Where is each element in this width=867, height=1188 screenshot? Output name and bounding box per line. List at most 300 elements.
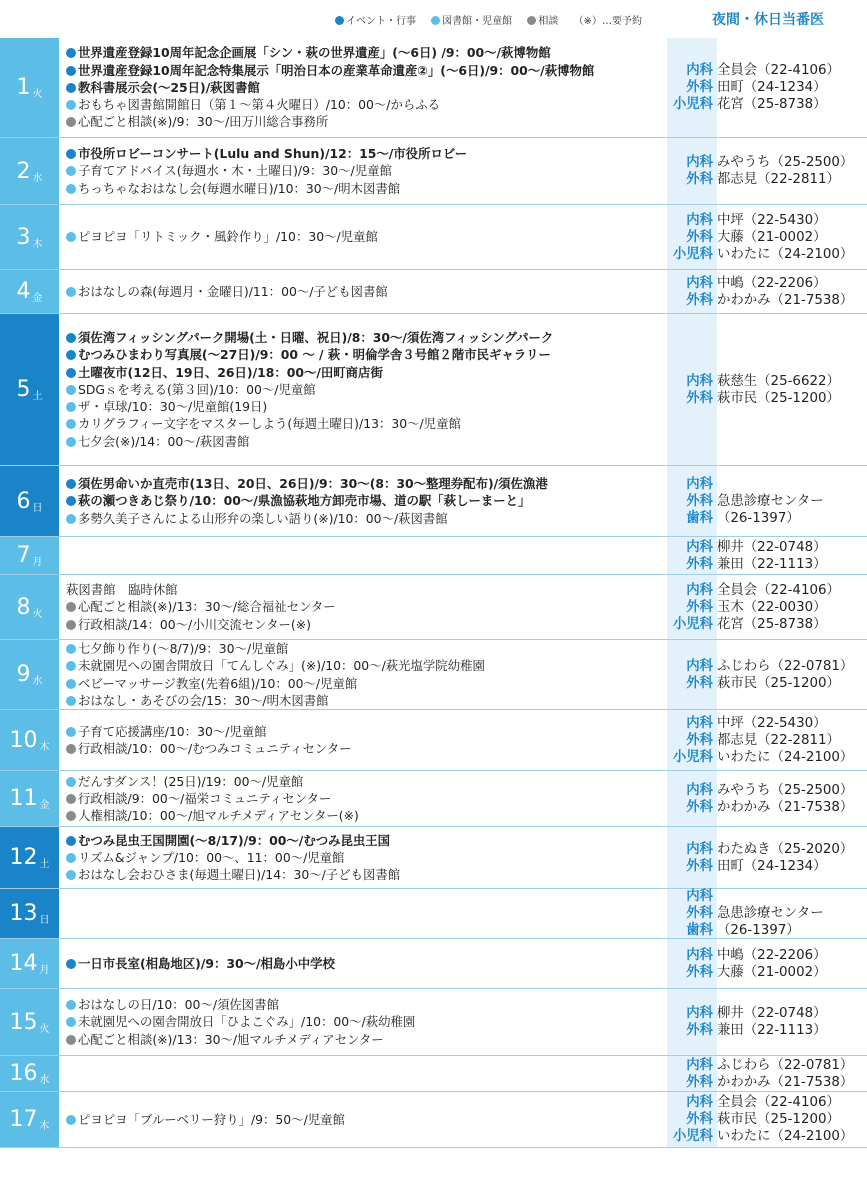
day-number: 14 xyxy=(9,951,38,976)
doctors-cell xyxy=(667,575,867,639)
date-cell xyxy=(0,270,62,313)
weekday-label: 火 xyxy=(32,608,43,620)
date-cell xyxy=(0,1056,62,1091)
event-text: 多勢久美子さんによる山形弁の楽しい語り(※)/10：00～/萩図書館 xyxy=(78,510,448,526)
events-cell xyxy=(62,989,667,1055)
event-item xyxy=(66,44,663,61)
department-label: 内科 xyxy=(686,155,713,170)
doctor-name: 都志見（22-2811） xyxy=(717,732,840,748)
doctor-name: 大藤（21-0002） xyxy=(717,229,827,245)
day-number: 17 xyxy=(9,1107,38,1132)
day-row xyxy=(0,314,867,466)
department-label: 内科 xyxy=(686,1006,713,1021)
day-number: 2 xyxy=(16,158,31,184)
doctor-name: 柳井（22-0748） xyxy=(717,539,827,555)
event-dot-icon xyxy=(66,479,76,489)
day-number: 7 xyxy=(16,543,31,568)
legend-library: 図書館・児童館 xyxy=(431,16,512,27)
legend-event: イベント・行事 xyxy=(335,16,416,27)
date-cell xyxy=(0,771,62,826)
doctor-name: みやうち（25-2500） xyxy=(717,155,854,170)
event-item xyxy=(66,415,663,432)
doctor-entry xyxy=(669,373,867,390)
event-item xyxy=(66,640,663,657)
event-item xyxy=(66,832,663,849)
date-cell xyxy=(0,989,62,1055)
department-label: 内科 xyxy=(686,715,713,731)
department-label: 外科 xyxy=(686,493,713,509)
doctor-name: いわたに（24-2100） xyxy=(717,1129,854,1144)
doctors-cell xyxy=(667,710,867,770)
doctor-name: 急患診療センター xyxy=(717,906,824,921)
date-cell xyxy=(0,466,62,536)
event-text: ピヨピヨ「リトミック・風鈴作り」/10：30～/児童館 xyxy=(78,229,378,245)
event-text: リズム&ジャンプ/10：00～、11：00～/児童館 xyxy=(78,849,345,865)
consult-dot-icon xyxy=(66,620,76,630)
lib-dot-icon xyxy=(66,1017,76,1027)
doctors-cell xyxy=(667,889,867,938)
event-text: 須佐男命いか直売市(13日、20日、26日)/9：30～(8：30～整理券配布)/須佐漁港 xyxy=(78,476,548,492)
doctor-name: いわたに（24-2100） xyxy=(717,246,854,262)
doctor-name: 萩市民（25-1200） xyxy=(717,390,840,406)
consult-dot-icon xyxy=(527,16,536,25)
lib-dot-icon xyxy=(66,777,76,787)
doctor-name: かわかみ（21-7538） xyxy=(717,292,854,308)
day-row xyxy=(0,138,867,205)
date-cell xyxy=(0,205,62,269)
event-item xyxy=(66,228,663,245)
doctor-name: かわかみ（21-7538） xyxy=(717,1074,854,1090)
event-item xyxy=(66,283,663,300)
legend-bar xyxy=(0,0,867,38)
doctor-name: 田町（24-1234） xyxy=(717,80,827,95)
department-label: 外科 xyxy=(686,390,713,406)
department-label: 外科 xyxy=(686,732,713,748)
doctor-name: 全員会（22-4106） xyxy=(717,63,840,78)
event-item xyxy=(66,113,663,130)
date-cell xyxy=(0,939,62,988)
event-item xyxy=(66,346,663,363)
event-item xyxy=(66,616,663,633)
department-label: 外科 xyxy=(686,172,713,187)
date-cell xyxy=(0,889,62,938)
doctors-cell xyxy=(667,989,867,1055)
event-dot-icon xyxy=(66,350,76,360)
department-label: 外科 xyxy=(686,675,713,691)
event-text: 子育て応援講座/10：30～/児童館 xyxy=(78,723,267,739)
department-label: 内科 xyxy=(686,63,713,78)
event-text: おはなしの日/10：00～/須佐図書館 xyxy=(78,997,279,1013)
legend-items xyxy=(335,12,654,27)
doctor-entry xyxy=(669,1128,867,1145)
day-row xyxy=(0,1056,867,1092)
event-text: おはなし会おひさま(毎週土曜日)/14：30～/子ども図書館 xyxy=(78,867,401,883)
weekday-label: 木 xyxy=(32,238,43,250)
doctor-entry xyxy=(669,1057,867,1074)
department-label: 外科 xyxy=(686,599,713,615)
consult-dot-icon xyxy=(66,1035,76,1045)
doctor-name: 玉木（22-0030） xyxy=(717,599,827,615)
date-cell xyxy=(0,314,62,465)
day-row xyxy=(0,1092,867,1148)
date-cell xyxy=(0,38,62,137)
calendar-table xyxy=(0,38,867,1148)
department-label: 内科 xyxy=(686,658,713,674)
doctor-entry xyxy=(669,782,867,799)
doctor-entry xyxy=(669,582,867,599)
day-row xyxy=(0,575,867,640)
day-row xyxy=(0,889,867,939)
event-text: 心配ごと相談(※)/9：30～/田万川総合事務所 xyxy=(78,114,329,130)
event-item xyxy=(66,807,663,824)
doctor-name: （26-1397） xyxy=(717,510,800,526)
lib-dot-icon xyxy=(66,1115,76,1125)
event-item xyxy=(66,381,663,398)
day-row xyxy=(0,640,867,710)
doctor-entry xyxy=(669,493,867,510)
day-row xyxy=(0,939,867,989)
doctor-entry xyxy=(669,476,867,493)
weekday-label: 土 xyxy=(32,391,43,402)
event-item xyxy=(66,581,663,598)
day-number: 15 xyxy=(9,1009,38,1035)
day-number: 11 xyxy=(9,786,38,811)
doctors-cell xyxy=(667,939,867,988)
event-dot-icon xyxy=(66,66,76,76)
department-label: 外科 xyxy=(686,292,713,308)
department-label: 小児科 xyxy=(672,1129,713,1144)
events-cell xyxy=(62,205,667,269)
doctor-entry xyxy=(669,79,867,96)
event-text: カリグラフィー文字をマスターしよう(毎週土曜日)/13：30～/児童館 xyxy=(78,416,461,432)
lib-dot-icon xyxy=(66,853,76,863)
doctor-name: 萩慈生（25-6622） xyxy=(717,373,840,389)
event-text: 萩の瀬つきあじ祭り/10：00～/県漁協萩地方卸売市場、道の駅「萩しーまーと」 xyxy=(78,493,531,509)
doctor-entry xyxy=(669,841,867,858)
doctor-name: 花宮（25-8738） xyxy=(717,616,827,632)
events-cell xyxy=(62,939,667,988)
events-cell xyxy=(62,314,667,465)
doctors-cell xyxy=(667,827,867,888)
event-text: 一日市長室(相島地区)/9：30～/相島小中学校 xyxy=(78,955,335,971)
doctor-entry xyxy=(669,539,867,556)
doctor-name: ふじわら（22-0781） xyxy=(717,658,854,674)
event-item xyxy=(66,866,663,883)
department-label: 内科 xyxy=(686,1095,713,1110)
event-text: 須佐湾フィッシングパーク開場(土・日曜、祝日)/8：30～/須佐湾フィッシングパーク xyxy=(78,330,554,346)
doctor-name: みやうち（25-2500） xyxy=(717,782,854,798)
lib-dot-icon xyxy=(66,385,76,395)
doctor-entry xyxy=(669,96,867,113)
events-cell xyxy=(62,270,667,313)
doctor-entry xyxy=(669,171,867,188)
doctor-name: 花宮（25-8738） xyxy=(717,97,827,112)
doctor-name: （26-1397） xyxy=(717,923,800,938)
department-label: 外科 xyxy=(686,964,713,980)
event-item xyxy=(66,773,663,790)
event-text: むつみ昆虫王国開園(～8/17)/9：00～/むつみ昆虫王国 xyxy=(78,832,391,848)
lib-dot-icon xyxy=(66,696,76,706)
day-row xyxy=(0,466,867,537)
department-label: 内科 xyxy=(686,889,713,904)
event-dot-icon xyxy=(66,83,76,93)
event-item xyxy=(66,723,663,740)
doctor-entry xyxy=(669,922,867,939)
events-cell xyxy=(62,827,667,888)
lib-dot-icon xyxy=(66,644,76,654)
doctor-entry xyxy=(669,246,867,263)
consult-dot-icon xyxy=(66,811,76,821)
event-text: 世界遺産登録10周年記念企画展「シン・萩の世界遺産」(～6日) /9：00～/萩博物館 xyxy=(78,45,551,61)
event-text: SDGｓを考える(第３回)/10：00～/児童館 xyxy=(78,381,316,397)
lib-dot-icon xyxy=(66,870,76,880)
event-item xyxy=(66,1111,663,1128)
doctor-entry xyxy=(669,616,867,633)
event-text: 世界遺産登録10周年記念特集展示「明治日本の産業革命遺産②」(～6日)/9：00～/萩博物館 xyxy=(78,62,595,78)
doctor-entry xyxy=(669,858,867,875)
doctor-entry xyxy=(669,964,867,981)
doctor-name: かわかみ（21-7538） xyxy=(717,799,854,815)
doctor-entry xyxy=(669,799,867,816)
doctor-name: 中坪（22-5430） xyxy=(717,212,827,228)
weekday-label: 木 xyxy=(39,1121,50,1132)
department-label: 外科 xyxy=(686,799,713,815)
event-item xyxy=(66,398,663,415)
doctor-entry xyxy=(669,1005,867,1022)
department-label: 小児科 xyxy=(672,97,713,112)
lib-dot-icon xyxy=(66,1000,76,1010)
doctor-entry xyxy=(669,510,867,527)
event-text: 市役所ロビーコンサート(Lulu and Shun)/12：15～/市役所ロビー xyxy=(78,146,468,162)
day-row xyxy=(0,38,867,138)
event-dot-icon xyxy=(66,496,76,506)
doctors-cell xyxy=(667,466,867,536)
department-label: 歯科 xyxy=(686,510,713,526)
doctors-cell xyxy=(667,537,867,574)
event-dot-icon xyxy=(66,368,76,378)
events-cell xyxy=(62,38,667,137)
day-row xyxy=(0,537,867,575)
doctors-cell xyxy=(667,640,867,709)
day-number: 9 xyxy=(16,662,31,687)
event-text: 子育てアドバイス(毎週水・木・土曜日)/9：30～/児童館 xyxy=(78,163,392,179)
doctors-cell xyxy=(667,38,867,137)
doctor-name: 中嶋（22-2206） xyxy=(717,947,827,963)
events-cell xyxy=(62,466,667,536)
doctor-name: 都志見（22-2811） xyxy=(717,172,840,187)
lib-dot-icon xyxy=(66,727,76,737)
doctor-name: 全員会（22-4106） xyxy=(717,1095,840,1110)
event-text: 未就園児への園舎開放日「ひよこぐみ」/10：00～/萩幼稚園 xyxy=(78,1014,416,1030)
event-item xyxy=(66,675,663,692)
day-row xyxy=(0,205,867,270)
weekday-label: 火 xyxy=(32,89,43,100)
lib-dot-icon xyxy=(66,514,76,524)
consult-dot-icon xyxy=(66,602,76,612)
department-label: 外科 xyxy=(686,80,713,95)
department-label: 外科 xyxy=(686,906,713,921)
doctor-name: 萩市民（25-1200） xyxy=(717,1112,840,1127)
event-item xyxy=(66,329,663,346)
day-number: 16 xyxy=(9,1061,38,1086)
date-cell xyxy=(0,537,62,574)
date-cell xyxy=(0,827,62,888)
weekday-label: 日 xyxy=(32,502,43,514)
event-dot-icon xyxy=(335,16,344,25)
event-text: ベビーマッサージ教室(先着6組)/10：00～/児童館 xyxy=(78,675,358,691)
doctor-entry xyxy=(669,715,867,732)
date-cell xyxy=(0,640,62,709)
events-cell xyxy=(62,1056,667,1091)
lib-dot-icon xyxy=(66,184,76,194)
consult-dot-icon xyxy=(66,117,76,127)
lib-dot-icon xyxy=(66,100,76,110)
event-item xyxy=(66,996,663,1013)
day-row xyxy=(0,771,867,827)
event-item xyxy=(66,162,663,179)
event-text: おはなしの森(毎週月・金曜日)/11：00～/子ども図書館 xyxy=(78,283,388,299)
doctor-entry xyxy=(669,675,867,692)
department-label: 歯科 xyxy=(686,923,713,938)
weekday-label: 金 xyxy=(39,800,50,811)
event-text: ザ・卓球/10：30～/児童館(19日) xyxy=(78,399,268,415)
event-item xyxy=(66,433,663,450)
doctors-cell xyxy=(667,205,867,269)
doctor-entry xyxy=(669,749,867,766)
lib-dot-icon xyxy=(66,402,76,412)
department-label: 内科 xyxy=(686,373,713,389)
day-number: 6 xyxy=(16,488,31,514)
doctor-entry xyxy=(669,599,867,616)
event-text: 心配ごと相談(※)/13：30～/旭マルチメディアセンター xyxy=(78,1031,384,1047)
event-item xyxy=(66,492,663,509)
weekday-label: 水 xyxy=(39,1075,50,1086)
lib-dot-icon xyxy=(66,437,76,447)
day-number: 1 xyxy=(16,75,31,100)
weekday-label: 金 xyxy=(32,293,43,304)
events-cell xyxy=(62,575,667,639)
date-cell xyxy=(0,575,62,639)
event-item xyxy=(66,657,663,674)
department-label: 外科 xyxy=(686,1074,713,1090)
doctors-cell xyxy=(667,1056,867,1091)
doctor-entry xyxy=(669,1111,867,1128)
department-label: 外科 xyxy=(686,1112,713,1127)
weekday-label: 土 xyxy=(39,859,50,870)
doctors-cell xyxy=(667,270,867,313)
events-cell xyxy=(62,640,667,709)
weekday-label: 月 xyxy=(39,965,50,976)
events-cell xyxy=(62,710,667,770)
weekday-label: 火 xyxy=(39,1023,50,1035)
day-number: 5 xyxy=(16,377,31,402)
event-text: むつみひまわり写真展(～27日)/9：00 ～ / 萩・明倫学舎３号館２階市民ギャラリー xyxy=(78,347,551,363)
event-item xyxy=(66,364,663,381)
weekday-label: 水 xyxy=(32,676,43,687)
department-label: 内科 xyxy=(686,582,713,598)
day-number: 13 xyxy=(9,901,38,926)
doctor-name: 中嶋（22-2206） xyxy=(717,275,827,291)
event-text: おもちゃ図書館開館日（第１～第４火曜日）/10：00～/からふる xyxy=(78,97,441,113)
event-dot-icon xyxy=(66,48,76,58)
event-dot-icon xyxy=(66,333,76,343)
doctors-cell xyxy=(667,138,867,204)
doctors-cell xyxy=(667,771,867,826)
event-text: 人権相談/10：00～/旭マルチメディアセンター(※) xyxy=(78,808,359,824)
event-item xyxy=(66,62,663,79)
department-label: 外科 xyxy=(686,1023,713,1038)
events-cell xyxy=(62,771,667,826)
doctor-entry xyxy=(669,1022,867,1039)
event-item xyxy=(66,510,663,527)
legend-consult: 相談 xyxy=(527,16,558,27)
doctor-entry xyxy=(669,1094,867,1111)
doctors-cell xyxy=(667,1092,867,1147)
event-item xyxy=(66,96,663,113)
event-item xyxy=(66,790,663,807)
event-text: 萩図書館 臨時休館 xyxy=(66,582,178,598)
consult-dot-icon xyxy=(66,744,76,754)
events-cell xyxy=(62,889,667,938)
event-text: 七夕飾り作り(～8/7)/9：30～/児童館 xyxy=(78,641,289,657)
doctor-entry xyxy=(669,390,867,407)
department-label: 内科 xyxy=(686,212,713,228)
event-item xyxy=(66,79,663,96)
day-row xyxy=(0,710,867,771)
event-text: 心配ごと相談(※)/13：30～/総合福祉センター xyxy=(78,599,336,615)
doctor-name: 中坪（22-5430） xyxy=(717,715,827,731)
doctor-entry xyxy=(669,212,867,229)
lib-dot-icon xyxy=(66,679,76,689)
doctor-name: 柳井（22-0748） xyxy=(717,1006,827,1021)
doctor-entry xyxy=(669,658,867,675)
day-number: 4 xyxy=(16,279,31,304)
doctor-entry xyxy=(669,154,867,171)
day-row xyxy=(0,270,867,314)
doctor-name: 大藤（21-0002） xyxy=(717,964,827,980)
department-label: 内科 xyxy=(686,476,713,492)
department-label: 内科 xyxy=(686,539,713,555)
weekday-label: 月 xyxy=(32,557,43,568)
event-text: 土曜夜市(12日、19日、26日)/18：00～/田町商店街 xyxy=(78,364,383,380)
weekday-label: 木 xyxy=(39,741,50,753)
event-item xyxy=(66,955,663,972)
event-text: 行政相談/14：00～/小川交流センター(※) xyxy=(78,616,311,632)
event-item xyxy=(66,145,663,162)
department-label: 内科 xyxy=(686,947,713,963)
doctor-entry xyxy=(669,732,867,749)
event-item xyxy=(66,1013,663,1030)
doctor-name: いわたに（24-2100） xyxy=(717,749,854,765)
event-text: ピヨピヨ「ブルーベリー狩り」/9：50～/児童館 xyxy=(78,1111,345,1127)
day-row xyxy=(0,989,867,1056)
day-row xyxy=(0,827,867,889)
event-text: 教科書展示会(～25日)/萩図書館 xyxy=(78,79,260,95)
doctor-entry xyxy=(669,1074,867,1091)
event-text: おはなし・あそびの会/15：30～/明木図書館 xyxy=(78,692,329,708)
department-label: 小児科 xyxy=(672,246,713,262)
consult-dot-icon xyxy=(66,794,76,804)
event-item xyxy=(66,740,663,757)
event-text: 行政相談/10：00～/むつみコミュニティセンター xyxy=(78,741,352,756)
day-number: 12 xyxy=(9,845,38,870)
date-cell xyxy=(0,1092,62,1147)
department-label: 小児科 xyxy=(672,749,713,765)
event-item xyxy=(66,598,663,615)
doctor-entry xyxy=(669,905,867,922)
lib-dot-icon xyxy=(66,661,76,671)
library-dot-icon xyxy=(431,16,440,25)
